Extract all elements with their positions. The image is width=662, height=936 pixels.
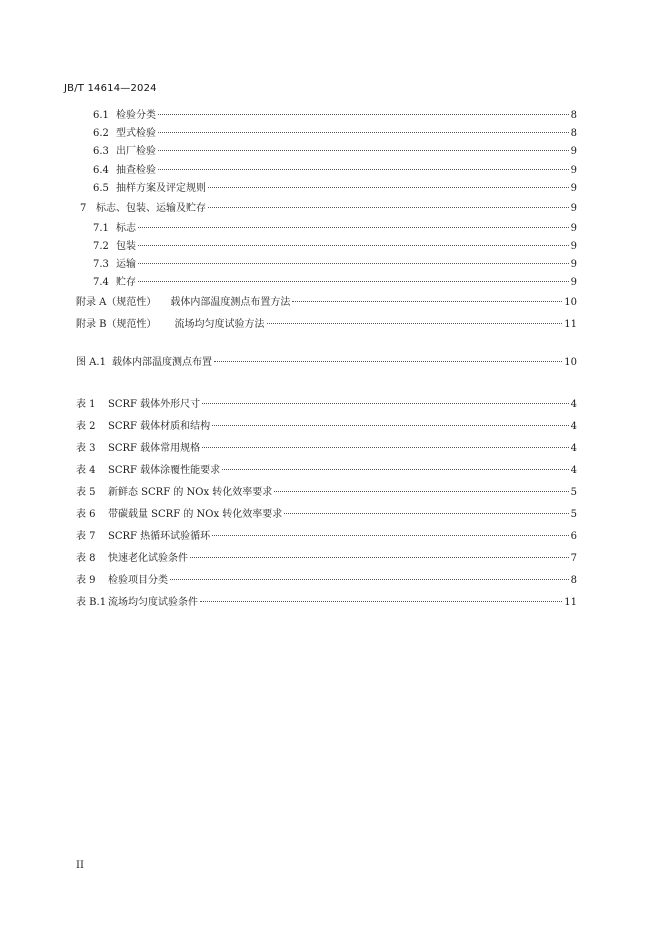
- toc-entry-page: 9: [570, 165, 577, 176]
- toc-entry-page: 11: [564, 597, 577, 608]
- toc-entry-page: 7: [570, 553, 577, 564]
- toc-entry-number: 表 2: [76, 421, 96, 432]
- dot-leader: [274, 491, 568, 492]
- dot-leader: [214, 361, 562, 362]
- toc-entry-page: 4: [570, 399, 577, 410]
- toc-entry-number: 7.1: [93, 223, 109, 234]
- toc-entry-title: 检验项目分类: [108, 575, 168, 586]
- toc-entry-number: 6.4: [93, 165, 109, 176]
- toc-entry-number: 表 6: [76, 509, 96, 520]
- toc-entry-title: 快速老化试验条件: [108, 553, 188, 564]
- toc-entry[interactable]: [93, 276, 577, 290]
- toc-entry-title: 载体内部温度测点布置方法: [170, 297, 291, 308]
- dot-leader: [222, 469, 568, 470]
- toc-entry[interactable]: [76, 442, 577, 456]
- toc-entry-title: 流场均匀度试验方法: [174, 319, 265, 330]
- toc-entry[interactable]: [93, 258, 577, 272]
- dot-leader: [158, 150, 569, 151]
- toc-entry-title: 贮存: [116, 277, 136, 288]
- toc-entry[interactable]: [93, 222, 577, 236]
- toc-entry-title: 带碳载量 SCRF 的 NOx 转化效率要求: [108, 509, 283, 520]
- toc-entry-number: 7.2: [93, 241, 109, 252]
- toc-entry-number: 6.5: [93, 183, 109, 194]
- toc-entry[interactable]: [76, 318, 577, 332]
- dot-leader: [158, 114, 569, 115]
- dot-leader: [200, 601, 562, 602]
- toc-entry-title: 流场均匀度试验条件: [108, 597, 198, 608]
- toc-entry-page: 8: [570, 110, 577, 121]
- toc-entry-title: 型式检验: [116, 128, 156, 139]
- toc-entry[interactable]: [76, 464, 577, 478]
- toc-entry-page: 4: [570, 421, 577, 432]
- toc-entry-title: 运输: [116, 259, 136, 270]
- toc-entry-number: 图 A.1: [76, 357, 106, 368]
- toc-entry-number: 附录 B（规范性）: [76, 319, 157, 330]
- toc-entry[interactable]: [93, 145, 577, 159]
- toc-entry-page: 4: [570, 443, 577, 454]
- toc-entry-number: 附录 A（规范性）: [76, 297, 157, 308]
- toc-entry-number: 表 1: [76, 399, 96, 410]
- toc-entry-page: 6: [570, 531, 577, 542]
- dot-leader: [212, 425, 568, 426]
- toc-entry-title: SCRF 载体材质和结构: [108, 421, 211, 432]
- toc-entry-page: 9: [570, 223, 577, 234]
- toc-entry-title: 抽查检验: [116, 165, 156, 176]
- toc-entry-title: SCRF 载体外形尺寸: [108, 399, 201, 410]
- toc-entry-page: 11: [564, 319, 577, 330]
- toc-entry-title: 新鲜态 SCRF 的 NOx 转化效率要求: [108, 487, 273, 498]
- dot-leader: [208, 207, 569, 208]
- toc-entry-number: 表 8: [76, 553, 96, 564]
- toc-entry-page: 4: [570, 465, 577, 476]
- dot-leader: [292, 301, 562, 302]
- dot-leader: [212, 535, 568, 536]
- toc-entry-title: 标志、包装、运输及贮存: [96, 203, 206, 214]
- dot-leader: [138, 281, 569, 282]
- toc-entry-page: 8: [570, 128, 577, 139]
- toc-entry-number: 表 B.1: [76, 597, 107, 608]
- toc-entry-title: 标志: [116, 223, 136, 234]
- toc-entry-title: SCRF 热循环试验循环: [108, 531, 211, 542]
- toc-entry-number: 表 7: [76, 531, 96, 542]
- toc-entry-number: 7.3: [93, 259, 109, 270]
- document-code: JB/T 14614—2024: [64, 83, 157, 94]
- toc-entry-number: 6.1: [93, 110, 109, 121]
- toc-entry-number: 7: [80, 203, 87, 214]
- toc-entry-number: 7.4: [93, 277, 109, 288]
- dot-leader: [138, 227, 569, 228]
- toc-entry[interactable]: [76, 596, 577, 610]
- toc-entry-page: 9: [570, 259, 577, 270]
- toc-entry-page: 8: [570, 575, 577, 586]
- dot-leader: [284, 513, 568, 514]
- toc-entry-number: 表 9: [76, 575, 96, 586]
- dot-leader: [158, 169, 569, 170]
- toc-entry-page: 10: [564, 357, 577, 368]
- dot-leader: [138, 263, 569, 264]
- toc-entry[interactable]: [76, 420, 577, 434]
- toc-entry-page: 5: [570, 509, 577, 520]
- dot-leader: [202, 403, 568, 404]
- toc-entry-title: SCRF 载体涂覆性能要求: [108, 465, 221, 476]
- dot-leader: [208, 187, 569, 188]
- dot-leader: [158, 132, 569, 133]
- dot-leader: [267, 323, 563, 324]
- toc-entry[interactable]: [76, 398, 577, 412]
- dot-leader: [190, 557, 569, 558]
- toc-entry[interactable]: [93, 164, 577, 178]
- toc-entry[interactable]: [93, 127, 577, 141]
- toc-entry-title: 抽样方案及评定规则: [116, 183, 206, 194]
- dot-leader: [170, 579, 569, 580]
- toc-entry-title: 载体内部温度测点布置: [111, 357, 212, 368]
- toc-entry[interactable]: [76, 356, 577, 370]
- toc-entry-number: 表 3: [76, 443, 96, 454]
- toc-entry[interactable]: [93, 182, 577, 196]
- toc-entry-number: 6.2: [93, 128, 109, 139]
- toc-entry-title: 包装: [116, 241, 136, 252]
- toc-entry[interactable]: [76, 508, 577, 522]
- toc-entry-page: 9: [570, 241, 577, 252]
- toc-entry-page: 9: [570, 277, 577, 288]
- toc-entry[interactable]: [76, 296, 577, 310]
- toc-entry-number: 表 5: [76, 487, 96, 498]
- toc-entry[interactable]: [76, 530, 577, 544]
- toc-entry[interactable]: [93, 109, 577, 123]
- toc-entry[interactable]: [76, 552, 577, 566]
- toc-entry[interactable]: [76, 574, 577, 588]
- toc-entry-number: 表 4: [76, 465, 96, 476]
- toc-entry-page: 10: [564, 297, 577, 308]
- toc-entry-number: 6.3: [93, 146, 109, 157]
- page-number: II: [76, 860, 84, 871]
- toc-entry-title: 检验分类: [116, 110, 156, 121]
- toc-entry-page: 5: [570, 487, 577, 498]
- toc-entry[interactable]: [76, 486, 577, 500]
- dot-leader: [138, 245, 569, 246]
- toc-entry-page: 9: [570, 146, 577, 157]
- toc-entry-page: 9: [570, 203, 577, 214]
- dot-leader: [202, 447, 568, 448]
- toc-entry-page: 9: [570, 183, 577, 194]
- toc-entry-title: 出厂检验: [116, 146, 156, 157]
- toc-entry[interactable]: [80, 202, 577, 216]
- toc-entry-title: SCRF 载体常用规格: [108, 443, 201, 454]
- toc-entry[interactable]: [93, 240, 577, 254]
